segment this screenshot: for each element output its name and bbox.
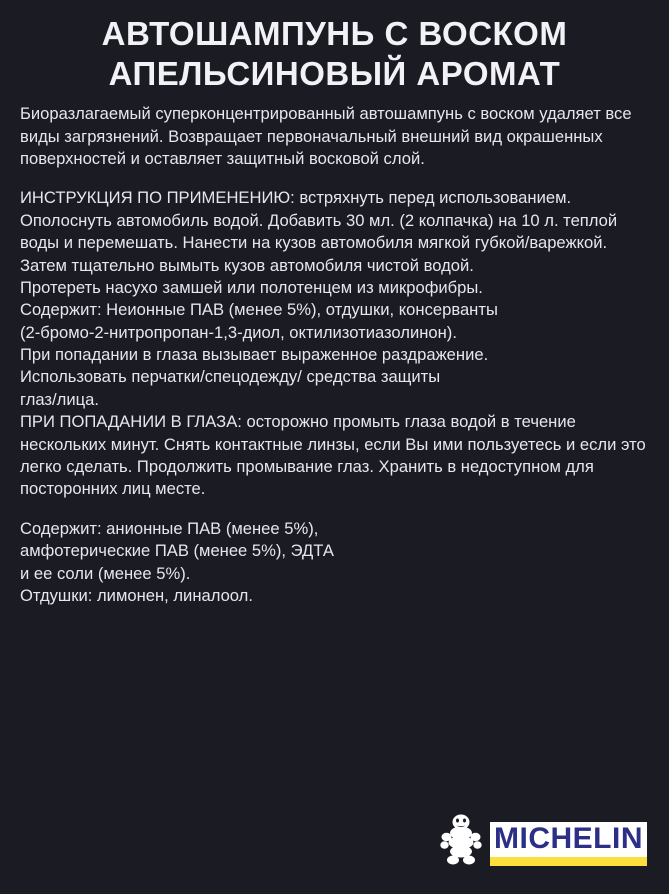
composition-line: Отдушки: лимонен, линалоол. [20, 586, 253, 605]
composition-line: амфотерические ПАВ (менее 5%), ЭДТА [20, 541, 334, 561]
michelin-logo [440, 814, 647, 866]
safety-line: глаз/лица. [20, 389, 99, 409]
composition-line: и ее соли (менее 5%). [20, 563, 191, 583]
safety-line: При попадании в глаза вызывает выраженное раздражение. [20, 345, 489, 365]
composition-lines [20, 518, 649, 608]
composition-line: Содержит: анионные ПАВ (менее 5%), [20, 518, 319, 538]
michelin-word-text: MICHELIN [490, 822, 647, 857]
safety-line: Содержит: Неионные ПАВ (менее 5%), отдушки, консерванты [20, 300, 498, 320]
eyes-contact-paragraph: ПРИ ПОПАДАНИИ В ГЛАЗА: осторожно промыть глаза водой в течение нескольких минут. Снять контактные линзы, если Вы ими пользуетесь и если это легко сделать. Продолжить промывание глаз. Хранить в недоступном для посторонних лиц месте. [20, 412, 646, 499]
title-line-2: АПЕЛЬСИНОВЫЙ АРОМАТ [108, 54, 561, 92]
michelin-wordmark [490, 822, 647, 866]
spacer-1 [20, 170, 649, 187]
michelin-man-icon [440, 814, 482, 866]
michelin-yellow-bar [490, 857, 647, 866]
safety-line: (2-бромо-2-нитропропан-1,3-диол, октилизотиазолинон). [20, 322, 457, 342]
instruction-paragraph: ИНСТРУКЦИЯ ПО ПРИМЕНЕНИЮ: встряхнуть перед использованием. Ополоснуть автомобиль водой. Добавить 30 мл. (2 колпачка) на 10 л. теплой воды и перемешать. Нанести на кузов автомобиля мягкой губкой/варежкой. Затем тщательно вымыть кузов автомобиля чистой водой. [20, 188, 618, 275]
page-title [20, 14, 649, 93]
safety-lines [20, 277, 649, 411]
spacer-2 [20, 501, 649, 518]
intro-paragraph: Биоразлагаемый суперконцентрированный автошампунь с воском удаляет все виды загрязнений. Возвращает первоначальный внешний вид окрашенных поверхностей и оставляет защитный восковой слой. [20, 104, 632, 168]
title-line-1: АВТОШАМПУНЬ С ВОСКОМ [101, 15, 568, 52]
safety-line: Протереть насухо замшей или полотенцем из микрофибры. [20, 277, 483, 297]
safety-line: Использовать перчатки/спецодежду/ средства защиты [20, 367, 441, 387]
label-body [20, 103, 649, 607]
